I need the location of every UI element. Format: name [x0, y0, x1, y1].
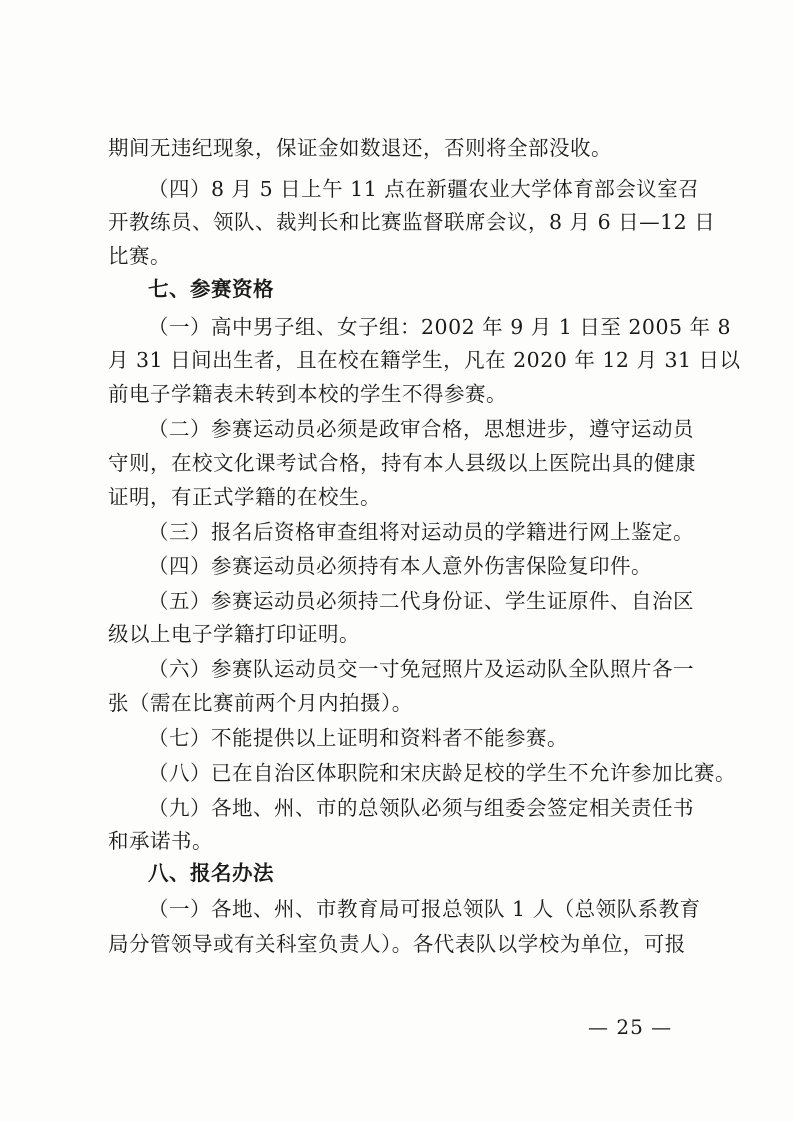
paragraph-line: （四）参赛运动员必须持有本人意外伤害保险复印件。	[148, 554, 652, 578]
body-line: 前电子学籍表未转到本校的学生不得参赛。	[108, 382, 507, 406]
body-line: 和承诺书。	[108, 829, 213, 853]
paragraph-line: （二）参赛运动员必须是政审合格，思想进步，遵守运动员	[148, 417, 694, 441]
body-line: 守则，在校文化课考试合格，持有本人县级以上医院出具的健康	[108, 451, 696, 475]
section-heading: 七、参赛资格	[148, 277, 274, 301]
body-line: 张（需在比赛前两个月内拍摄）。	[108, 691, 413, 715]
paragraph-line: （四）8 月 5 日上午 11 点在新疆农业大学体育部会议室召	[148, 177, 700, 201]
paragraph-line: （五）参赛运动员必须持二代身份证、学生证原件、自治区	[148, 589, 694, 613]
body-line: 局分管领导或有关科室负责人）。各代表队以学校为单位，可报	[108, 932, 686, 956]
paragraph-line: （三）报名后资格审查组将对运动员的学籍进行网上鉴定。	[148, 520, 694, 544]
paragraph-line: （一）高中男子组、女子组：2002 年 9 月 1 日至 2005 年 8	[148, 315, 732, 339]
paragraph-line: （七）不能提供以上证明和资料者不能参赛。	[148, 726, 568, 750]
body-line: 期间无违纪现象，保证金如数退还，否则将全部没收。	[108, 136, 612, 160]
body-line: 比赛。	[108, 244, 171, 268]
section-heading: 八、报名办法	[148, 861, 274, 885]
paragraph-line: （九）各地、州、市的总领队必须与组委会签定相关责任书	[148, 796, 694, 820]
body-line: 开教练员、领队、裁判长和比赛监督联席会议，8 月 6 日—12 日	[108, 210, 716, 234]
paragraph-line: （一）各地、州、市教育局可报总领队 1 人（总领队系教育	[148, 897, 701, 921]
body-line: 证明，有正式学籍的在校生。	[108, 485, 381, 509]
paragraph-line: （八）已在自治区体职院和宋庆龄足校的学生不允许参加比赛。	[148, 761, 736, 785]
body-line: 级以上电子学籍打印证明。	[108, 622, 360, 646]
page-number: — 25 —	[588, 1015, 673, 1039]
paragraph-line: （六）参赛队运动员交一寸免冠照片及运动队全队照片各一	[148, 657, 694, 681]
body-line: 月 31 日间出生者，且在校在籍学生，凡在 2020 年 12 月 31 日以	[108, 348, 741, 372]
